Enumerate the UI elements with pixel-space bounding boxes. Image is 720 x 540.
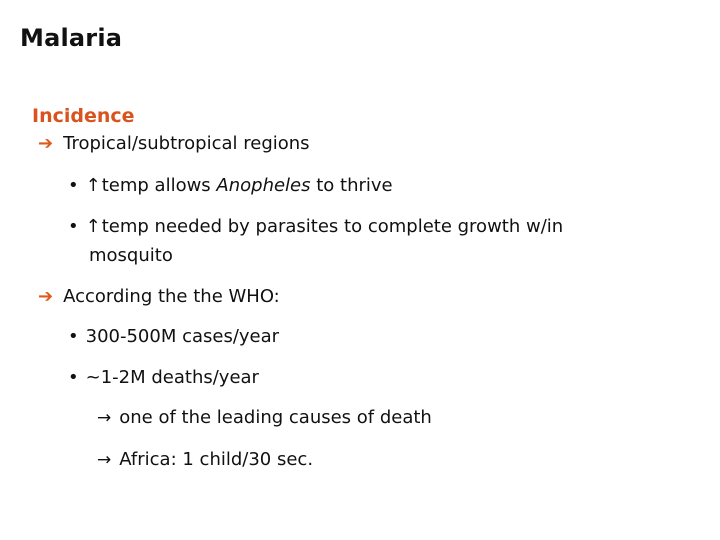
bold-arrow-right-icon: ➔ (38, 133, 54, 154)
list-item (38, 132, 310, 156)
up-arrow-icon: ↑ (85, 216, 101, 237)
list-item (68, 325, 279, 349)
arrow-right-icon: → (97, 450, 112, 470)
item-text: one of the leading causes of death (119, 407, 432, 428)
bullet-icon: • (68, 326, 79, 347)
item-text: Tropical/subtropical regions (63, 133, 310, 154)
section-heading: Incidence (32, 105, 135, 127)
list-item (38, 285, 280, 309)
bullet-icon: • (68, 367, 79, 388)
list-item-continuation: mosquito (89, 245, 173, 266)
item-text: temp needed by parasites to complete growth w/in (101, 216, 564, 237)
item-text: ~1-2M deaths/year (85, 367, 259, 388)
slide-title: Malaria (20, 24, 123, 52)
bold-arrow-right-icon: ➔ (38, 286, 54, 307)
list-item (68, 215, 563, 239)
list-item (97, 448, 313, 472)
bullet-icon: • (68, 175, 79, 196)
item-text: Africa: 1 child/30 sec. (119, 449, 314, 470)
up-arrow-icon: ↑ (85, 175, 101, 196)
item-text: temp allows (101, 175, 217, 196)
item-text: to thrive (310, 175, 393, 196)
list-item (97, 406, 432, 430)
list-item (68, 366, 259, 390)
item-italic-text: Anopheles (216, 175, 311, 196)
bullet-icon: • (68, 216, 79, 237)
item-text: According the the WHO: (63, 286, 280, 307)
list-item (68, 174, 393, 198)
item-text: 300-500M cases/year (85, 326, 280, 347)
arrow-right-icon: → (97, 408, 112, 428)
